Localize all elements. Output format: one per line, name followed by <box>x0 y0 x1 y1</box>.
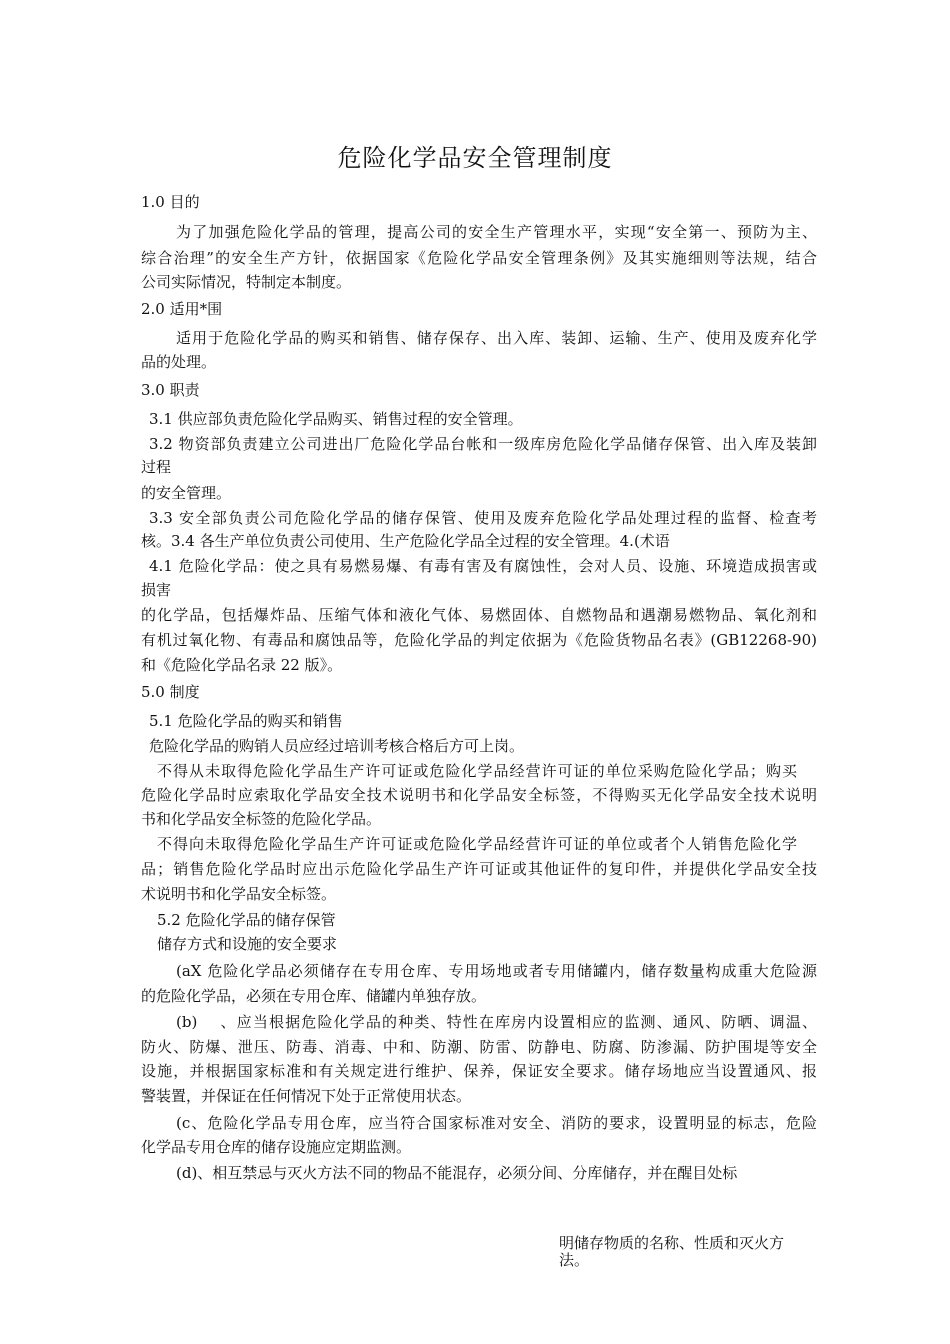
paragraph-line: 危险化学品时应索取化学品安全技术说明书和化学品安全标签，不得购买无化学品安全技术说明 <box>141 786 817 804</box>
paragraph-line: 术说明书和化学品安全标签。 <box>141 885 337 903</box>
section-heading-scope: 2.0 适用*围 <box>141 300 223 318</box>
paragraph-line: 4.1 危险化学品：使之具有易燃易爆、有毒有害及有腐蚀性，会对人员、设施、环境造成损害或 <box>149 557 817 575</box>
paragraph-line: 核。3.4 各生产单位负责公司使用、生产危险化学品全过程的安全管理。4.(术语 <box>141 532 670 550</box>
paragraph-line: 综合治理”的安全生产方针，依据国家《危险化学品安全管理条例》及其实施细则等法规，结合 <box>141 249 817 267</box>
subsection-heading: 5.1 危险化学品的购买和销售 <box>149 712 343 730</box>
paragraph-line: 危险化学品的购销人员应经过培训考核合格后方可上岗。 <box>149 737 525 755</box>
paragraph-line: 的危险化学品，必须在专用仓库、储罐内单独存放。 <box>141 987 487 1005</box>
paragraph-line: 不得从未取得危险化学品生产许可证或危险化学品经营许可证的单位采购危险化学品；购买 <box>157 762 797 780</box>
paragraph-line: 品的处理。 <box>141 353 217 371</box>
section-heading-duties: 3.0 职责 <box>141 381 200 399</box>
paragraph-line: 品；销售危险化学品时应出示危险化学品生产许可证或其他证件的复印件，并提供化学品安全技 <box>141 860 817 878</box>
paragraph-line: 损害 <box>141 581 172 599</box>
paragraph-line: 书和化学品安全标签的危险化学品。 <box>141 810 382 828</box>
paragraph-line: 3.3 安全部负责公司危险化学品的储存保管、使用及废弃危险化学品处理过程的监督、检查考 <box>149 509 817 527</box>
paragraph-line: (b) 、应当根据危险化学品的种类、特性在库房内设置相应的监测、通风、防晒、调温、 <box>176 1013 817 1031</box>
paragraph-line: 不得向未取得危险化学品生产许可证或危险化学品经营许可证的单位或者个人销售危险化学 <box>157 835 797 853</box>
paragraph-line: 法。 <box>559 1251 590 1269</box>
section-heading-rules: 5.0 制度 <box>141 683 200 701</box>
document-title: 危险化学品安全管理制度 <box>337 144 613 172</box>
paragraph-line: 的安全管理。 <box>141 484 232 502</box>
paragraph-line: 过程 <box>141 458 172 476</box>
paragraph-line: 的化学品，包括爆炸品、压缩气体和液化气体、易燃固体、自燃物品和遇潮易燃物品、氧化剂和 <box>141 606 817 624</box>
paragraph-line: 和《危险化学品名录 22 版》。 <box>141 656 343 674</box>
paragraph-line: 明储存物质的名称、性质和灭火方 <box>559 1234 785 1252</box>
paragraph-line: 适用于危险化学品的购买和销售、储存保存、出入库、装卸、运输、生产、使用及废弃化学 <box>176 329 817 347</box>
section-heading-purpose: 1.0 目的 <box>141 193 200 211</box>
paragraph-line: 警装置，并保证在任何情况下处于正常使用状态。 <box>141 1087 472 1105</box>
paragraph-line: 有机过氧化物、有毒品和腐蚀品等，危险化学品的判定依据为《危险货物品名表》(GB12268-90) <box>141 631 817 649</box>
paragraph-line: 化学品专用仓库的储存设施应定期监测。 <box>141 1138 412 1156</box>
paragraph-line: 公司实际情况，特制定本制度。 <box>141 273 352 291</box>
paragraph-line: (aX 危险化学品必须储存在专用仓库、专用场地或者专用储罐内，储存数量构成重大危险源 <box>176 962 817 980</box>
paragraph-line: 设施，并根据国家标准和有关规定进行维护、保养，保证安全要求。储存场地应当设置通风、报 <box>141 1062 817 1080</box>
paragraph-line: (c、危险化学品专用仓库，应当符合国家标准对安全、消防的要求，设置明显的标志，危险 <box>176 1114 817 1132</box>
paragraph-line: 防火、防爆、泄压、防毒、消毒、中和、防潮、防雷、防静电、防腐、防渗漏、防护围堤等安全 <box>141 1038 817 1056</box>
paragraph-line: 储存方式和设施的安全要求 <box>157 935 338 953</box>
paragraph-line: 3.2 物资部负责建立公司进出厂危险化学品台帐和一级库房危险化学品储存保管、出入库及装卸 <box>149 435 817 453</box>
subsection-heading: 5.2 危险化学品的储存保管 <box>157 911 336 929</box>
paragraph-line: (d)、相互禁忌与灭火方法不同的物品不能混存，必须分间、分库储存，并在醒目处标 <box>176 1164 738 1182</box>
paragraph-line: 3.1 供应部负责危险化学品购买、销售过程的安全管理。 <box>149 410 523 428</box>
paragraph-line: 为了加强危险化学品的管理，提高公司的安全生产管理水平，实现“安全第一、预防为主、 <box>176 223 817 241</box>
